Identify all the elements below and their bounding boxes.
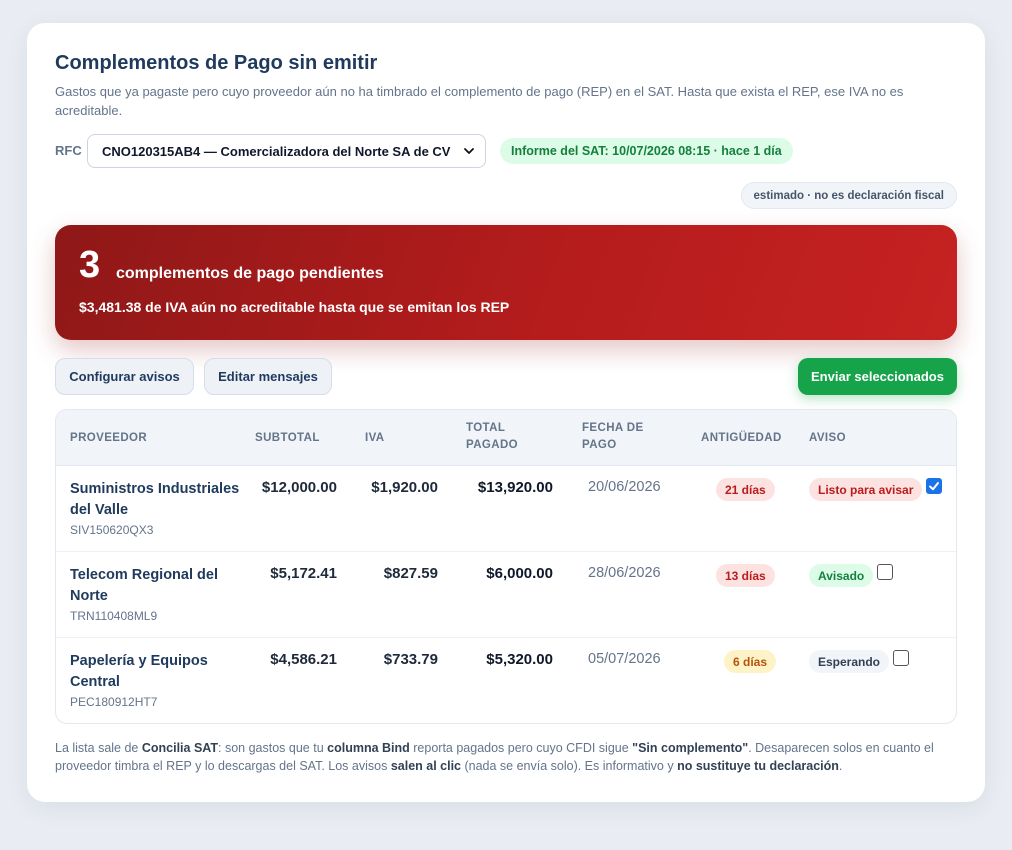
send-selected-button[interactable]: Enviar seleccionados xyxy=(798,358,957,395)
footer-bold: Concilia SAT xyxy=(141,741,219,755)
iva-value: $1,920.00 xyxy=(371,479,438,496)
col-fecha-line2: PAGO xyxy=(582,439,617,451)
col-fecha xyxy=(582,420,644,454)
payment-date: 05/07/2026 xyxy=(588,651,661,667)
provider-name: Papelería y Equipos Central xyxy=(70,653,208,690)
age-badge: 13 días xyxy=(716,564,775,587)
col-total xyxy=(466,420,518,454)
subtotal-value: $12,000.00 xyxy=(261,479,337,496)
payment-date: 20/06/2026 xyxy=(588,479,661,495)
footer-text: : son gastos que tu xyxy=(218,741,328,755)
age-badge: 6 días xyxy=(724,650,776,673)
status-badge: Avisado xyxy=(809,564,873,587)
footer-bold: "Sin complemento" xyxy=(632,741,749,755)
status-badge: Listo para avisar xyxy=(809,478,922,501)
footer-bold: salen al clic xyxy=(390,759,461,773)
iva-value: $827.59 xyxy=(383,565,438,582)
rfc-label: RFC xyxy=(55,143,82,158)
pending-rep-table xyxy=(55,409,957,724)
footer-text: (nada se envía solo). Es informativo y xyxy=(461,759,678,773)
pending-alert-banner xyxy=(55,225,957,340)
total-value: $13,920.00 xyxy=(477,479,553,496)
payment-date: 28/06/2026 xyxy=(588,565,661,581)
footer-note xyxy=(55,739,960,775)
subtotal-value: $4,586.21 xyxy=(270,651,337,668)
total-value: $5,320.00 xyxy=(486,651,553,668)
footer-text: . Desaparecen solos en cuanto el proveedor timbra el REP y lo descargas del SAT. Los avisos xyxy=(55,741,934,773)
pending-iva-amount: $3,481.38 de IVA aún no acreditable hasta que se emitan los REP xyxy=(79,299,510,315)
footer-text: La lista sale de xyxy=(55,741,142,755)
page-subtitle: Gastos que ya pagaste pero cuyo proveedor aún no ha timbrado el complemento de pago (REP) en el SAT. Hasta que exista el REP, ese IVA no es acreditable. xyxy=(55,84,904,118)
pending-count: 3 xyxy=(79,244,101,286)
table-header xyxy=(56,410,956,466)
col-proveedor: PROVEEDOR xyxy=(70,432,148,444)
footer-text: . xyxy=(838,759,843,773)
provider-rfc: PEC180912HT7 xyxy=(70,695,158,709)
col-antiguedad: ANTIGÜEDAD xyxy=(701,432,782,444)
total-value: $6,000.00 xyxy=(486,565,553,582)
sat-report-badge: Informe del SAT: 10/07/2026 08:15 · hace 1 día xyxy=(500,138,793,164)
status-badge: Esperando xyxy=(809,650,889,673)
footer-bold: columna Bind xyxy=(327,741,410,755)
table-row xyxy=(56,552,956,638)
chevron-down-icon xyxy=(463,145,475,157)
col-total-line1: TOTAL xyxy=(466,422,506,434)
checkmark-icon xyxy=(928,480,940,492)
footer-text: reporta pagados pero cuyo CFDI sigue xyxy=(409,741,633,755)
provider-rfc: TRN110408ML9 xyxy=(70,609,158,623)
col-subtotal: SUBTOTAL xyxy=(255,432,320,444)
table-row xyxy=(56,466,956,552)
provider-name: Telecom Regional del Norte xyxy=(70,567,218,604)
estimate-badge: estimado · no es declaración fiscal xyxy=(741,182,957,209)
row-select-checkbox[interactable] xyxy=(893,650,909,666)
col-fecha-line1: FECHA DE xyxy=(582,422,644,434)
pending-count-label: complementos de pago pendientes xyxy=(116,265,384,282)
edit-messages-button[interactable]: Editar mensajes xyxy=(204,358,332,395)
rfc-select-value: CNO120315AB4 — Comercializadora del Norte SA de CV xyxy=(102,143,451,159)
provider-name: Suministros Industriales del Valle xyxy=(70,481,240,518)
col-aviso: AVISO xyxy=(809,432,846,444)
footer-bold: no sustituye tu declaración xyxy=(677,759,839,773)
age-badge: 21 días xyxy=(716,478,775,501)
rep-panel-card xyxy=(27,23,985,802)
configure-alerts-button[interactable]: Configurar avisos xyxy=(55,358,194,395)
iva-value: $733.79 xyxy=(383,651,438,668)
row-select-checkbox[interactable] xyxy=(877,564,893,580)
subtotal-value: $5,172.41 xyxy=(270,565,337,582)
page-title: Complementos de Pago sin emitir xyxy=(55,52,378,74)
table-row xyxy=(56,638,956,724)
col-total-line2: PAGADO xyxy=(466,439,519,451)
rfc-select[interactable] xyxy=(87,134,486,168)
col-iva: IVA xyxy=(365,432,385,444)
row-select-checkbox[interactable] xyxy=(926,478,942,494)
provider-rfc: SIV150620QX3 xyxy=(70,523,154,537)
